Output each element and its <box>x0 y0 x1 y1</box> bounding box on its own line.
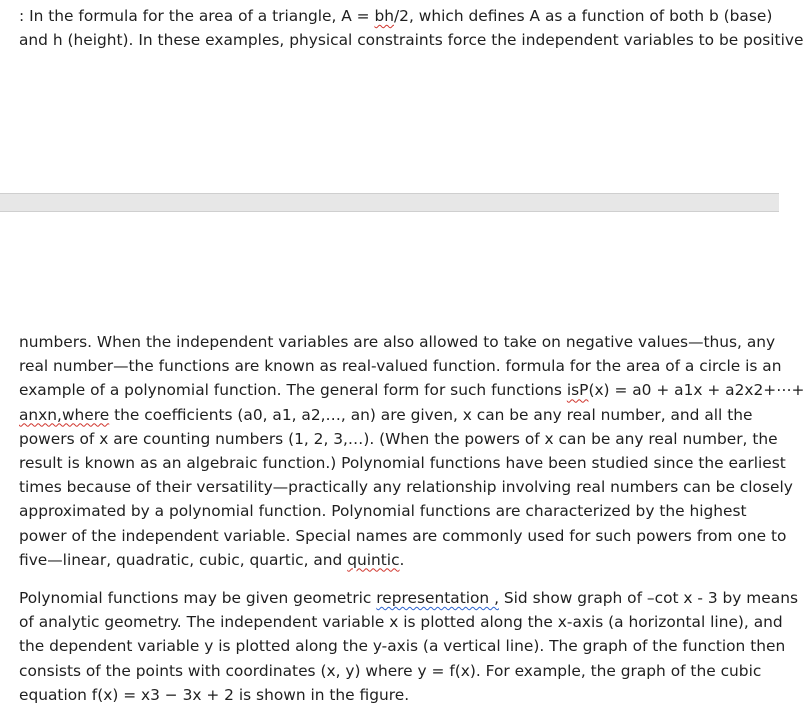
paragraph-geometric-representation <box>19 586 798 707</box>
text-line: the dependent variable y is plotted along the y-axis (a vertical line). The graph of the function then <box>19 637 786 656</box>
document-page-top <box>0 0 804 193</box>
text-line: of analytic geometry. The independent variable x is plotted along the x-axis (a horizontal line), and <box>19 613 783 632</box>
spelling-error-word[interactable]: bh <box>374 7 394 25</box>
text-line: powers of x are counting numbers (1, 2, 3,…). (When the powers of x can be any real number, the <box>19 429 778 448</box>
text-line: real number—the functions are known as real-valued function. formula for the area of a circle is an <box>19 357 782 376</box>
text-line: consists of the points with coordinates (x, y) where y = f(x). For example, the graph of the cubic <box>19 661 762 680</box>
grammar-error-phrase[interactable]: representation , <box>376 589 499 607</box>
text-line: times because of their versatility—practically any relationship involving real numbers can be closely <box>19 478 793 497</box>
text-run: the coefficients (a0, a1, a2,…, an) are given, x can be any real number, and all the <box>109 405 753 424</box>
page-break-gap <box>0 193 779 212</box>
text-run: Sid show graph of –cot x - 3 by means <box>498 589 798 607</box>
text-line <box>19 403 779 427</box>
text-line: equation f(x) = x3 − 3x + 2 is shown in the figure. <box>19 685 410 704</box>
text-run: . <box>399 550 405 569</box>
text-run: five—linear, quadratic, cubic, quartic, and <box>19 550 348 569</box>
spelling-error-word[interactable]: quintic <box>347 550 400 569</box>
text-line: power of the independent variable. Special names are commonly used for such powers from one to <box>19 526 787 545</box>
text-line <box>19 4 779 28</box>
paragraph-polynomial-functions <box>19 330 804 572</box>
spelling-error-word[interactable]: isP <box>566 381 589 400</box>
text-line <box>19 548 779 572</box>
top-paragraph <box>19 4 804 52</box>
text-run: example of a polynomial function. The general form for such functions <box>19 381 567 400</box>
text-run: : In the formula for the area of a triangle, A = <box>19 7 375 25</box>
text-line <box>19 586 798 610</box>
text-run: (x) = a0 + a1x + a2x2+⋯+ <box>588 381 804 400</box>
text-line: and h (height). In these examples, physical constraints force the independent variables to be positive <box>19 31 804 50</box>
text-line <box>19 378 804 402</box>
text-line: approximated by a polynomial function. Polynomial functions are characterized by the highest <box>19 502 747 521</box>
text-line: numbers. When the independent variables are also allowed to take on negative values—thus, any <box>19 333 776 351</box>
spelling-error-word[interactable]: anxn,where <box>19 405 110 424</box>
text-run: Polynomial functions may be given geometric <box>19 589 377 607</box>
text-line: result is known as an algebraic function.) Polynomial functions have been studied since the earliest <box>19 453 786 472</box>
document-page-bottom <box>0 212 804 723</box>
text-run: /2, which defines A as a function of both b (base) <box>393 7 773 25</box>
